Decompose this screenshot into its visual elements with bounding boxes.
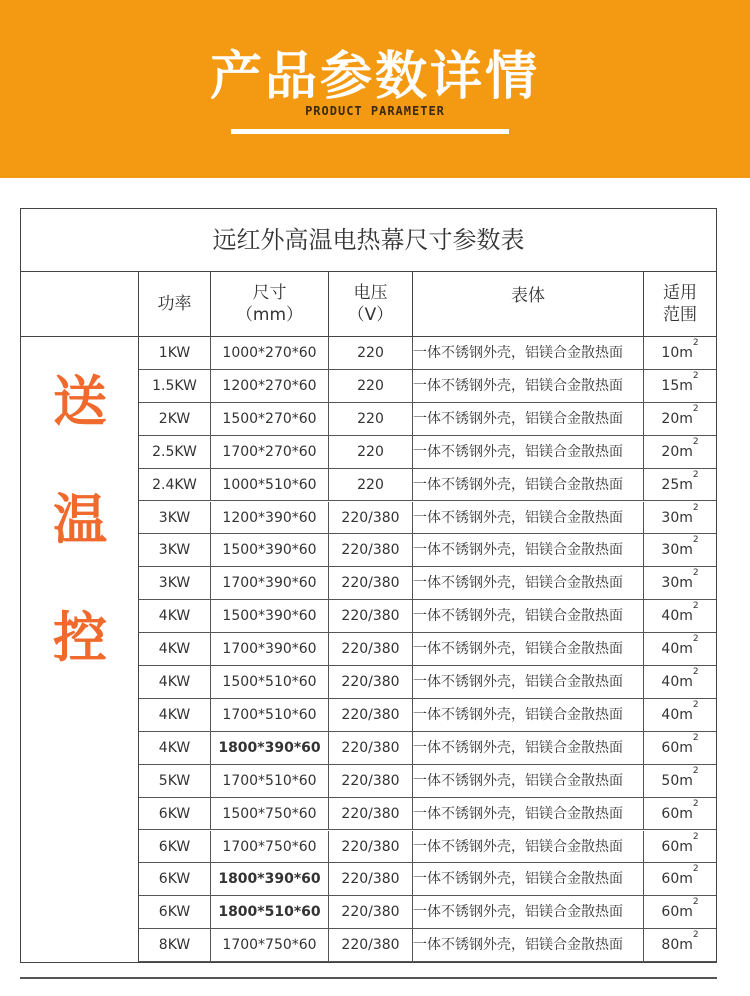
table-cell-voltage: 220/380	[329, 765, 413, 798]
table-cell-size: 1500*390*60	[211, 534, 329, 567]
superscript-2: 2	[692, 831, 699, 842]
table-cell-range: $40m^2$	[644, 699, 716, 732]
superscript-2: 2	[692, 732, 699, 743]
table-cell-power: 4KW	[139, 732, 211, 765]
table-cell-power: 5KW	[139, 765, 211, 798]
table-cell-voltage: 220	[329, 403, 413, 436]
header-size	[211, 271, 329, 337]
table-cell-range: $10m^2$	[644, 337, 716, 370]
superscript-2: 2	[692, 930, 699, 941]
table-cell-range: $30m^2$	[644, 567, 716, 600]
table-cell-power: 2KW	[139, 403, 211, 436]
superscript-2: 2	[692, 798, 699, 809]
table-cell-size: 1000*510*60	[211, 469, 329, 502]
table-cell-size: 1800*510*60	[211, 896, 329, 929]
table-cell-body: 一体不锈钢外壳，铝镁合金散热面	[413, 896, 644, 929]
superscript-2: 2	[692, 864, 699, 875]
table-cell-range: $60m^2$	[644, 831, 716, 864]
header-size-unit: （mm）	[235, 304, 304, 325]
table-cell-voltage: 220/380	[329, 699, 413, 732]
table-cell-body: 一体不锈钢外壳，铝镁合金散热面	[413, 732, 644, 765]
table-cell-voltage: 220	[329, 469, 413, 502]
table-cell-power: 1KW	[139, 337, 211, 370]
table-cell-power: 6KW	[139, 896, 211, 929]
superscript-2: 2	[692, 765, 699, 776]
table-cell-voltage: 220	[329, 337, 413, 370]
table-cell-size: 1700*750*60	[211, 929, 329, 962]
header-range-line2: 范围	[663, 304, 697, 325]
side-label-char: 送	[53, 370, 107, 433]
table-cell-range: $15m^2$	[644, 370, 716, 403]
superscript-2: 2	[692, 667, 699, 677]
table-cell-size: 1800*390*60	[211, 863, 329, 896]
table-cell-range: $60m^2$	[644, 863, 716, 896]
banner-title: 产品参数详情	[209, 47, 540, 107]
table-cell-range: $80m^2$	[644, 929, 716, 962]
superscript-2: 2	[692, 568, 699, 579]
header-power	[139, 271, 211, 337]
table-cell-range: $30m^2$	[644, 502, 716, 535]
table-cell-range: $60m^2$	[644, 798, 716, 831]
table-cell-power: 6KW	[139, 863, 211, 896]
table-cell-voltage: 220/380	[329, 502, 413, 535]
bottom-divider	[20, 977, 717, 979]
table-cell-power: 2.4KW	[139, 469, 211, 502]
table-cell-power: 4KW	[139, 600, 211, 633]
table-cell-voltage: 220/380	[329, 732, 413, 765]
table-cell-body: 一体不锈钢外壳，铝镁合金散热面	[413, 666, 644, 699]
table-cell-size: 1000*270*60	[211, 337, 329, 370]
table-cell-range: $30m^2$	[644, 534, 716, 567]
table-cell-voltage: 220/380	[329, 929, 413, 962]
table-cell-body: 一体不锈钢外壳，铝镁合金散热面	[413, 633, 644, 666]
header-voltage-label: 电压	[353, 282, 388, 303]
table-cell-body: 一体不锈钢外壳，铝镁合金散热面	[413, 765, 644, 798]
header-voltage	[329, 271, 413, 337]
header-body-label: 表体	[511, 286, 545, 306]
table-cell-size: 1700*270*60	[211, 436, 329, 469]
table-cell-size: 1500*510*60	[211, 666, 329, 699]
banner-underline	[231, 129, 509, 134]
superscript-2: 2	[692, 403, 699, 414]
table-cell-body: 一体不锈钢外壳，铝镁合金散热面	[413, 699, 644, 732]
header-body	[413, 271, 644, 337]
table-cell-body: 一体不锈钢外壳，铝镁合金散热面	[413, 436, 644, 469]
table-cell-body: 一体不锈钢外壳，铝镁合金散热面	[413, 534, 644, 567]
header-banner	[0, 0, 750, 178]
superscript-2: 2	[692, 699, 699, 710]
table-cell-body: 一体不锈钢外壳，铝镁合金散热面	[413, 600, 644, 633]
table-cell-size: 1500*390*60	[211, 600, 329, 633]
header-size-label: 尺寸	[252, 282, 287, 303]
table-cell-voltage: 220/380	[329, 534, 413, 567]
side-label-column	[21, 337, 139, 962]
table-cell-size: 1800*390*60	[211, 732, 329, 765]
table-title: 远红外高温电热幕尺寸参数表	[21, 209, 716, 272]
table-cell-power: 4KW	[139, 633, 211, 666]
table-cell-power: 2.5KW	[139, 436, 211, 469]
table-cell-body: 一体不锈钢外壳，铝镁合金散热面	[413, 502, 644, 535]
table-cell-voltage: 220	[329, 436, 413, 469]
table-cell-body: 一体不锈钢外壳，铝镁合金散热面	[413, 403, 644, 436]
side-label-char: 控	[53, 606, 107, 669]
table-cell-body: 一体不锈钢外壳，铝镁合金散热面	[413, 337, 644, 370]
banner-subtitle: PRODUCT PARAMETER	[305, 104, 445, 118]
table-cell-voltage: 220/380	[329, 831, 413, 864]
table-cell-body: 一体不锈钢外壳，铝镁合金散热面	[413, 798, 644, 831]
superscript-2: 2	[692, 436, 699, 447]
table-cell-range: $50m^2$	[644, 765, 716, 798]
table-cell-voltage: 220/380	[329, 666, 413, 699]
header-range	[644, 271, 716, 337]
table-cell-size: 1500*270*60	[211, 403, 329, 436]
table-cell-body: 一体不锈钢外壳，铝镁合金散热面	[413, 863, 644, 896]
table-cell-voltage: 220/380	[329, 633, 413, 666]
header-voltage-unit: （V）	[347, 304, 394, 325]
table-cell-range: $20m^2$	[644, 403, 716, 436]
table-cell-power: 1.5KW	[139, 370, 211, 403]
table-cell-power: 6KW	[139, 798, 211, 831]
side-label-char: 温	[53, 488, 107, 551]
table-cell-size: 1200*390*60	[211, 502, 329, 535]
superscript-2: 2	[692, 502, 699, 513]
table-cell-body: 一体不锈钢外壳，铝镁合金散热面	[413, 929, 644, 962]
table-cell-size: 1700*510*60	[211, 765, 329, 798]
superscript-2: 2	[692, 469, 699, 480]
table-cell-power: 3KW	[139, 567, 211, 600]
table-cell-body: 一体不锈钢外壳，铝镁合金散热面	[413, 370, 644, 403]
table-cell-power: 4KW	[139, 666, 211, 699]
table-cell-power: 3KW	[139, 534, 211, 567]
table-cell-size: 1700*750*60	[211, 831, 329, 864]
superscript-2: 2	[692, 601, 699, 612]
table-cell-body: 一体不锈钢外壳，铝镁合金散热面	[413, 567, 644, 600]
table-cell-size: 1700*390*60	[211, 633, 329, 666]
superscript-2: 2	[692, 634, 699, 645]
table-cell-voltage: 220/380	[329, 567, 413, 600]
table-cell-voltage: 220/380	[329, 600, 413, 633]
header-power-label: 功率	[157, 293, 192, 314]
table-cell-range: $40m^2$	[644, 600, 716, 633]
table-cell-range: $60m^2$	[644, 896, 716, 929]
table-cell-power: 3KW	[139, 502, 211, 535]
header-range-line1: 适用	[663, 282, 697, 303]
table-cell-size: 1700*390*60	[211, 567, 329, 600]
header-blank	[21, 271, 139, 337]
table-cell-voltage: 220/380	[329, 896, 413, 929]
parameter-table	[20, 208, 717, 963]
superscript-2: 2	[692, 338, 699, 348]
superscript-2: 2	[692, 370, 699, 381]
table-cell-size: 1500*750*60	[211, 798, 329, 831]
table-cell-body: 一体不锈钢外壳，铝镁合金散热面	[413, 831, 644, 864]
table-cell-voltage: 220/380	[329, 798, 413, 831]
table-cell-range: $60m^2$	[644, 732, 716, 765]
table-cell-range: $25m^2$	[644, 469, 716, 502]
table-cell-body: 一体不锈钢外壳，铝镁合金散热面	[413, 469, 644, 502]
table-cell-power: 4KW	[139, 699, 211, 732]
table-cell-size: 1700*510*60	[211, 699, 329, 732]
table-cell-voltage: 220	[329, 370, 413, 403]
superscript-2: 2	[692, 897, 699, 908]
table-cell-range: $20m^2$	[644, 436, 716, 469]
table-cell-range: $40m^2$	[644, 633, 716, 666]
superscript-2: 2	[692, 535, 699, 546]
table-cell-power: 6KW	[139, 831, 211, 864]
table-cell-power: 8KW	[139, 929, 211, 962]
table-cell-range: $40m^2$	[644, 666, 716, 699]
table-cell-size: 1200*270*60	[211, 370, 329, 403]
table-cell-voltage: 220/380	[329, 863, 413, 896]
